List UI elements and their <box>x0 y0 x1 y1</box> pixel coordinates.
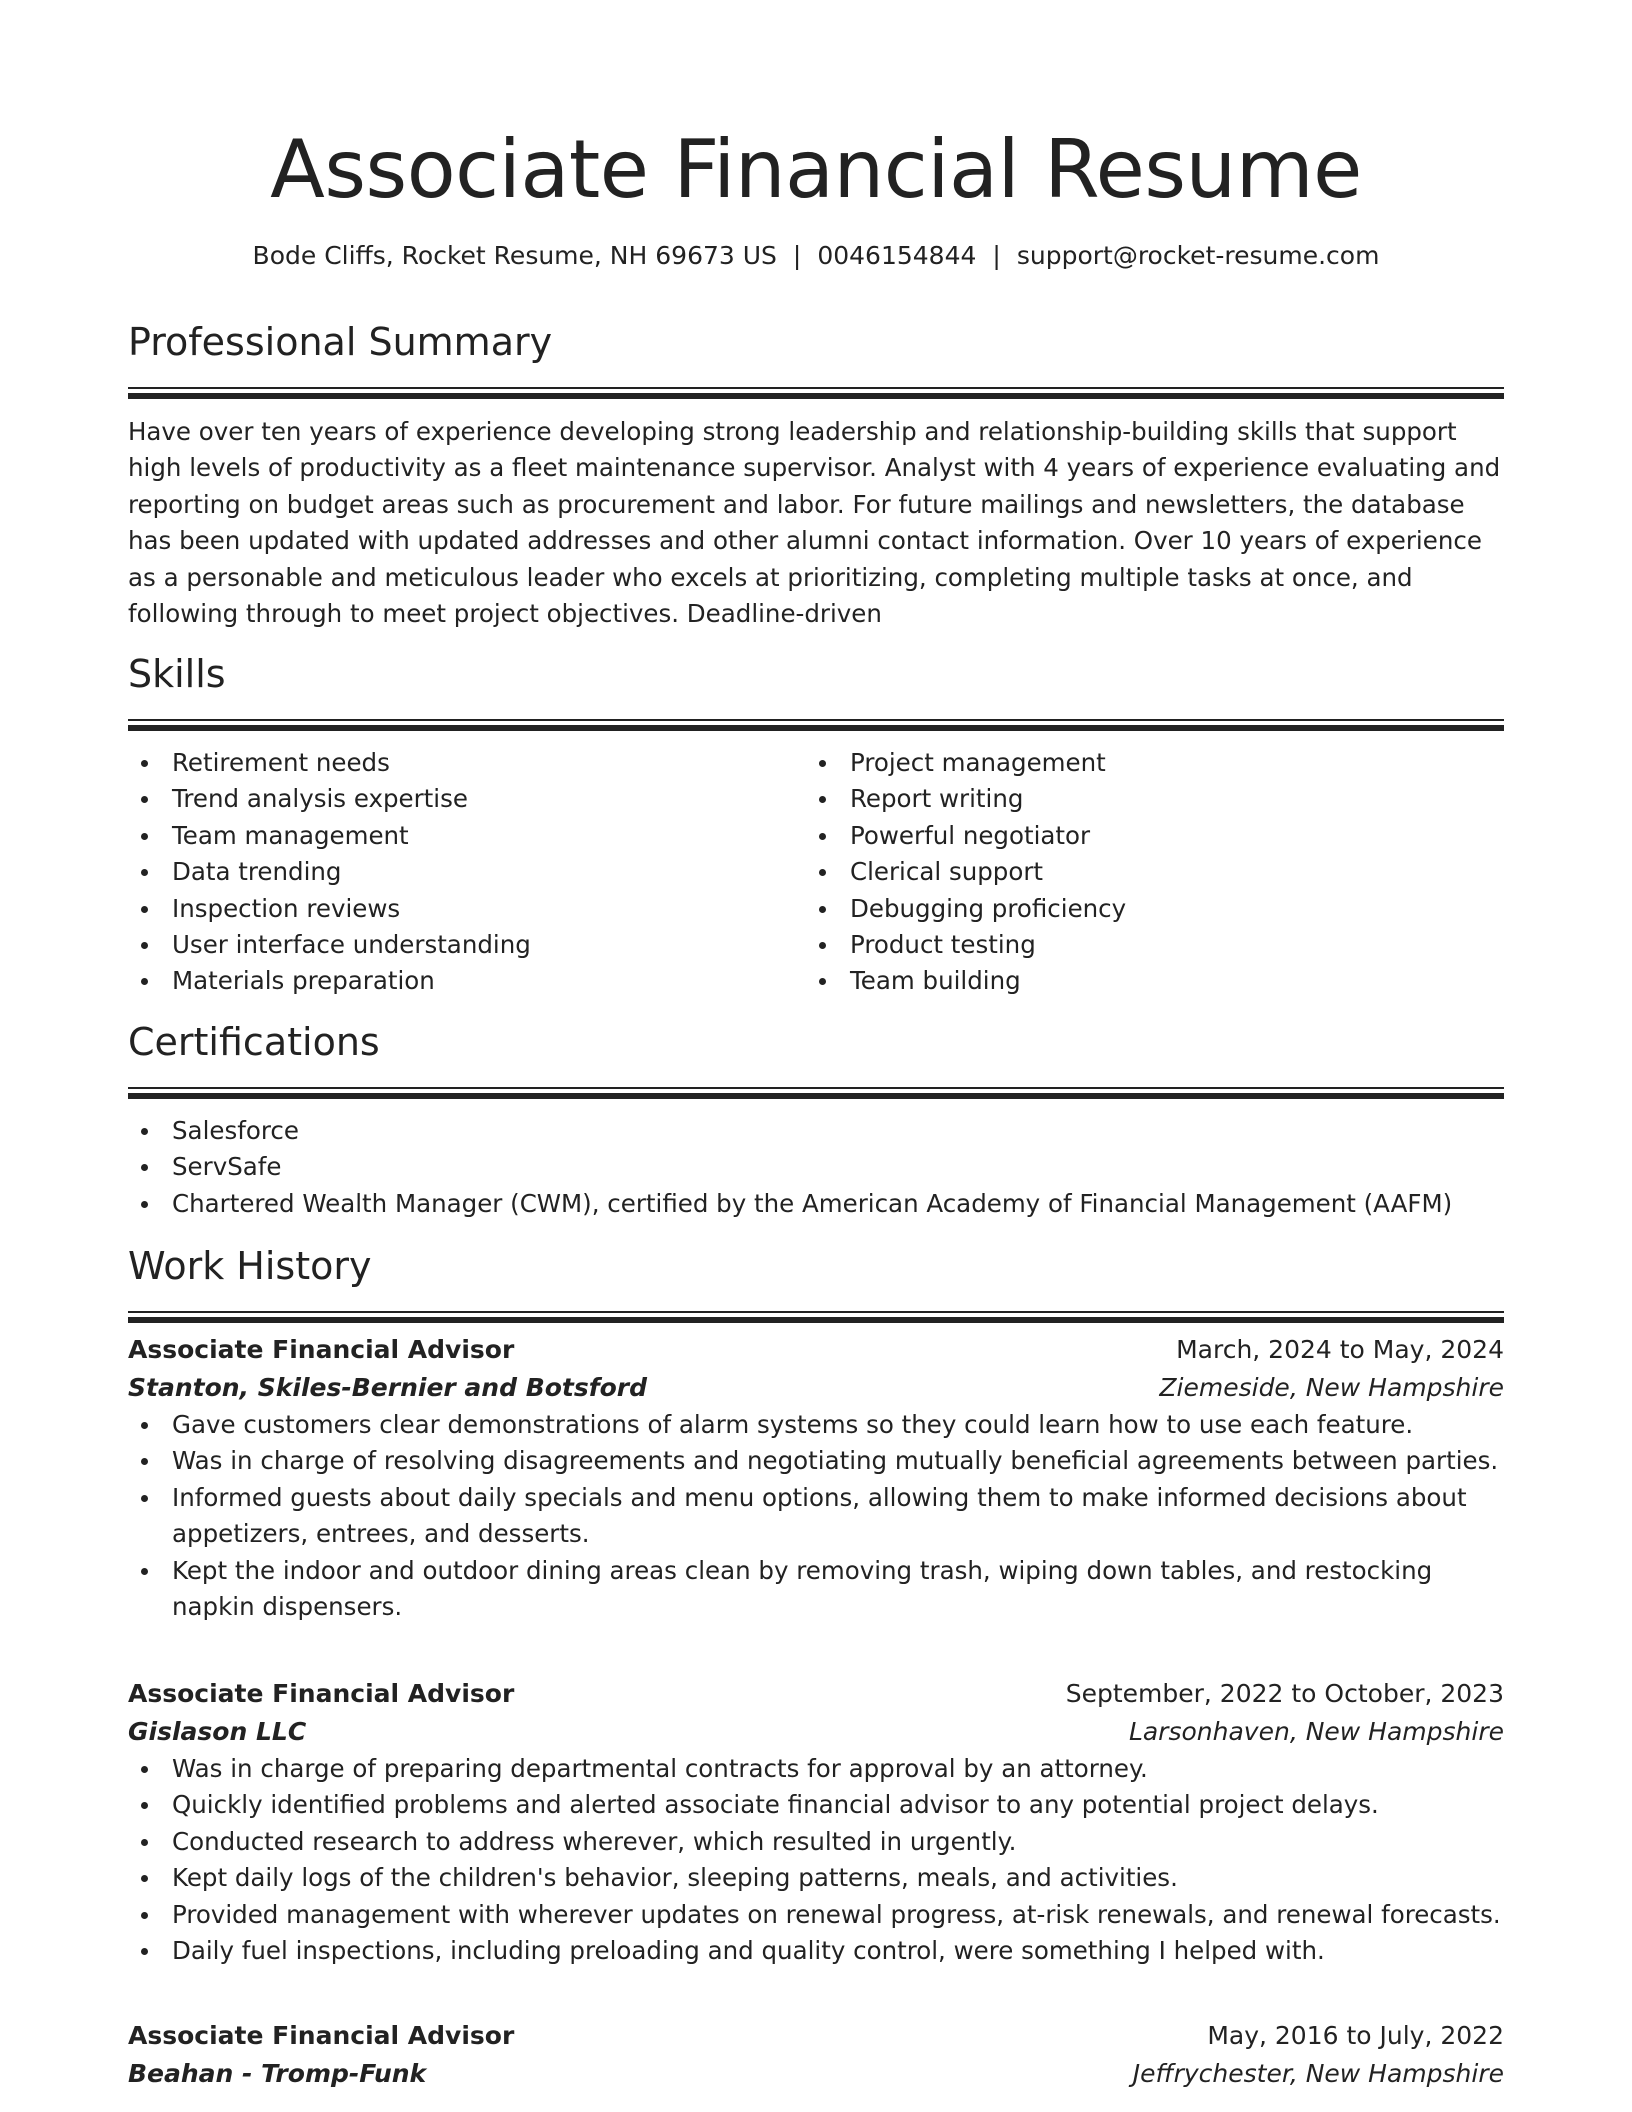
bullet-icon <box>141 1766 148 1773</box>
skill-item <box>806 818 1504 854</box>
bullet-icon <box>819 942 826 949</box>
job-location: Ziemeside, New Hampshire <box>1159 1373 1504 1402</box>
job-subheader <box>128 1713 1504 1751</box>
bullet-icon <box>141 869 148 876</box>
contact-separator: | <box>792 241 802 270</box>
contact-separator: | <box>992 241 1001 270</box>
skill-label: Retirement needs <box>172 748 390 777</box>
job-bullet-text: Kept the indoor and outdoor dining areas clean by removing trash, wiping down tables, and restocking napkin dispensers. <box>172 1555 1433 1622</box>
certification-label: Salesforce <box>172 1116 299 1145</box>
skill-label: Data trending <box>172 857 342 887</box>
bullet-icon <box>819 869 826 876</box>
skill-item <box>806 891 1504 927</box>
bullet-icon <box>141 1422 148 1429</box>
section-divider <box>128 719 1504 721</box>
job-entry <box>128 2017 1504 2093</box>
job-bullets <box>128 1407 1504 1625</box>
skill-item <box>128 781 806 817</box>
job-location: Larsonhaven, New Hampshire <box>1128 1717 1504 1746</box>
skill-item <box>806 745 1504 781</box>
job-header <box>128 2017 1504 2055</box>
bullet-icon <box>141 906 148 913</box>
job-company: Beahan - Tromp-Funk <box>128 2059 427 2088</box>
contact-email: support@rocket-resume.com <box>1016 241 1380 270</box>
skill-label: Inspection reviews <box>172 893 401 923</box>
skill-item <box>806 927 1504 963</box>
skill-label: User interface understanding <box>172 930 531 960</box>
job-bullet <box>128 1443 1504 1479</box>
job-bullets <box>128 1751 1504 1969</box>
job-bullet <box>128 1897 1504 1933</box>
job-title: Associate Financial Advisor <box>128 2021 515 2050</box>
skill-item <box>128 854 806 890</box>
job-title: Associate Financial Advisor <box>128 1679 515 1708</box>
job-title: Associate Financial Advisor <box>128 1335 515 1364</box>
section-divider <box>128 1311 1504 1313</box>
job-bullet-text: Conducted research to address wherever, which resulted in urgently. <box>172 1826 1017 1856</box>
bullet-icon <box>819 906 826 913</box>
bullet-icon <box>141 942 148 949</box>
skill-item <box>806 963 1504 999</box>
certifications-list <box>128 1113 1504 1222</box>
job-location: Jeffrychester, New Hampshire <box>1132 2059 1504 2088</box>
job-bullet <box>128 1751 1504 1787</box>
job-entry <box>128 1675 1504 1969</box>
certification-item <box>128 1113 1504 1149</box>
section-heading: Professional Summary <box>128 320 553 364</box>
skill-item <box>128 891 806 927</box>
job-subheader <box>128 1369 1504 1407</box>
skill-label: Trend analysis expertise <box>172 784 468 814</box>
skills-list-left <box>128 745 806 1000</box>
bullet-icon <box>141 833 148 840</box>
skill-item <box>806 781 1504 817</box>
bullet-icon <box>141 1568 148 1575</box>
certification-label: ServSafe <box>172 1152 282 1182</box>
bullet-icon <box>141 1948 148 1955</box>
bullet-icon <box>141 1164 148 1171</box>
certification-item <box>128 1149 1504 1185</box>
contact-line <box>128 236 1504 276</box>
job-bullet <box>128 1787 1504 1823</box>
job-bullet-text: Was in charge of resolving disagreements and negotiating mutually beneficial agreements between parties. <box>172 1446 1499 1476</box>
skill-label: Team management <box>172 820 409 850</box>
section-heading: Certifications <box>128 1020 380 1064</box>
section-divider <box>128 1093 1504 1099</box>
skill-label: Project management <box>850 748 1106 777</box>
section-divider <box>128 393 1504 399</box>
section-heading: Skills <box>128 652 226 696</box>
job-company: Stanton, Skiles-Bernier and Botsford <box>128 1373 648 1402</box>
job-bullet <box>128 1480 1504 1553</box>
certification-label: Chartered Wealth Manager (CWM), certified by the American Academy of Financial Management (AAFM) <box>172 1188 1453 1218</box>
job-bullet <box>128 1407 1504 1443</box>
section-divider <box>128 725 1504 731</box>
certifications-section <box>128 1016 1504 1222</box>
bullet-icon <box>141 1912 148 1919</box>
bullet-icon <box>141 796 148 803</box>
section-divider <box>128 387 1504 389</box>
skill-label: Powerful negotiator <box>850 820 1091 850</box>
bullet-icon <box>141 978 148 985</box>
job-dates: May, 2016 to July, 2022 <box>1207 2021 1504 2050</box>
skill-item <box>128 745 806 781</box>
bullet-icon <box>819 760 826 767</box>
job-bullet <box>128 1824 1504 1860</box>
job-header <box>128 1675 1504 1713</box>
skill-label: Materials preparation <box>172 966 435 996</box>
job-bullet-text: Quickly identified problems and alerted associate financial advisor to any potential project delays. <box>172 1790 1379 1820</box>
skill-item <box>128 818 806 854</box>
bullet-icon <box>819 978 826 985</box>
work-history-section <box>128 1240 1504 1323</box>
skill-label: Report writing <box>850 784 1024 814</box>
job-bullet-text: Provided management with wherever updates on renewal progress, at-risk renewals, and renewal forecasts. <box>172 1899 1501 1929</box>
skill-item <box>128 927 806 963</box>
section-divider <box>128 1087 1504 1089</box>
skill-label: Team building <box>850 966 1021 996</box>
skill-item <box>806 854 1504 890</box>
bullet-icon <box>141 1802 148 1809</box>
job-bullet-text: Informed guests about daily specials and menu options, allowing them to make informed decisions about appetizers, entrees, and desserts. <box>172 1482 1467 1549</box>
summary-section <box>128 316 1504 632</box>
bullet-icon <box>141 1875 148 1882</box>
bullet-icon <box>141 1839 148 1846</box>
job-entry <box>128 1331 1504 1625</box>
skill-label: Clerical support <box>850 857 1044 887</box>
summary-text: Have over ten years of experience developing strong leadership and relationship-building skills that support high levels of productivity as a fleet maintenance supervisor. Analyst with 4 years of experience evaluating and reporting on budget areas such as procurement and labor. For future mailings and newsletters, the database has been updated with updated addresses and other alumni contact information. Over 10 years of experience as a personable and meticulous leader who excels at prioritizing, completing multiple tasks at once, and following through to meet project objectives. Deadline-driven <box>128 417 1501 629</box>
job-dates: September, 2022 to October, 2023 <box>1065 1679 1504 1708</box>
job-bullet <box>128 1553 1504 1626</box>
skills-columns <box>128 745 1504 1000</box>
bullet-icon <box>141 1128 148 1135</box>
skills-section <box>128 648 1504 1000</box>
job-bullet-text: Daily fuel inspections, including preloading and quality control, were something I helped with. <box>172 1936 1325 1966</box>
job-header <box>128 1331 1504 1369</box>
job-bullet-text: Kept daily logs of the children's behavior, sleeping patterns, meals, and activities. <box>172 1863 1178 1893</box>
bullet-icon <box>141 1201 148 1208</box>
certification-item <box>128 1186 1504 1222</box>
job-company: Gislason LLC <box>128 1717 307 1746</box>
job-dates: March, 2024 to May, 2024 <box>1176 1335 1504 1364</box>
job-bullet <box>128 1860 1504 1896</box>
job-bullet <box>128 1933 1504 1969</box>
section-divider <box>128 1317 1504 1323</box>
bullet-icon <box>141 1458 148 1465</box>
skills-list-right <box>806 745 1504 1000</box>
contact-phone: 0046154844 <box>817 241 977 270</box>
skill-label: Product testing <box>850 930 1036 960</box>
skill-label: Debugging proficiency <box>850 893 1127 923</box>
bullet-icon <box>141 760 148 767</box>
bullet-icon <box>819 833 826 840</box>
resume-title: Associate Financial Resume <box>270 123 1362 216</box>
skill-item <box>128 963 806 999</box>
bullet-icon <box>141 1495 148 1502</box>
contact-address: Bode Cliffs, Rocket Resume, NH 69673 US <box>252 241 777 270</box>
job-bullet-text: Gave customers clear demonstrations of alarm systems so they could learn how to use each feature. <box>172 1410 1414 1439</box>
job-subheader <box>128 2055 1504 2093</box>
section-heading: Work History <box>128 1244 372 1288</box>
job-bullet-text: Was in charge of preparing departmental contracts for approval by an attorney. <box>172 1754 1148 1783</box>
bullet-icon <box>819 796 826 803</box>
